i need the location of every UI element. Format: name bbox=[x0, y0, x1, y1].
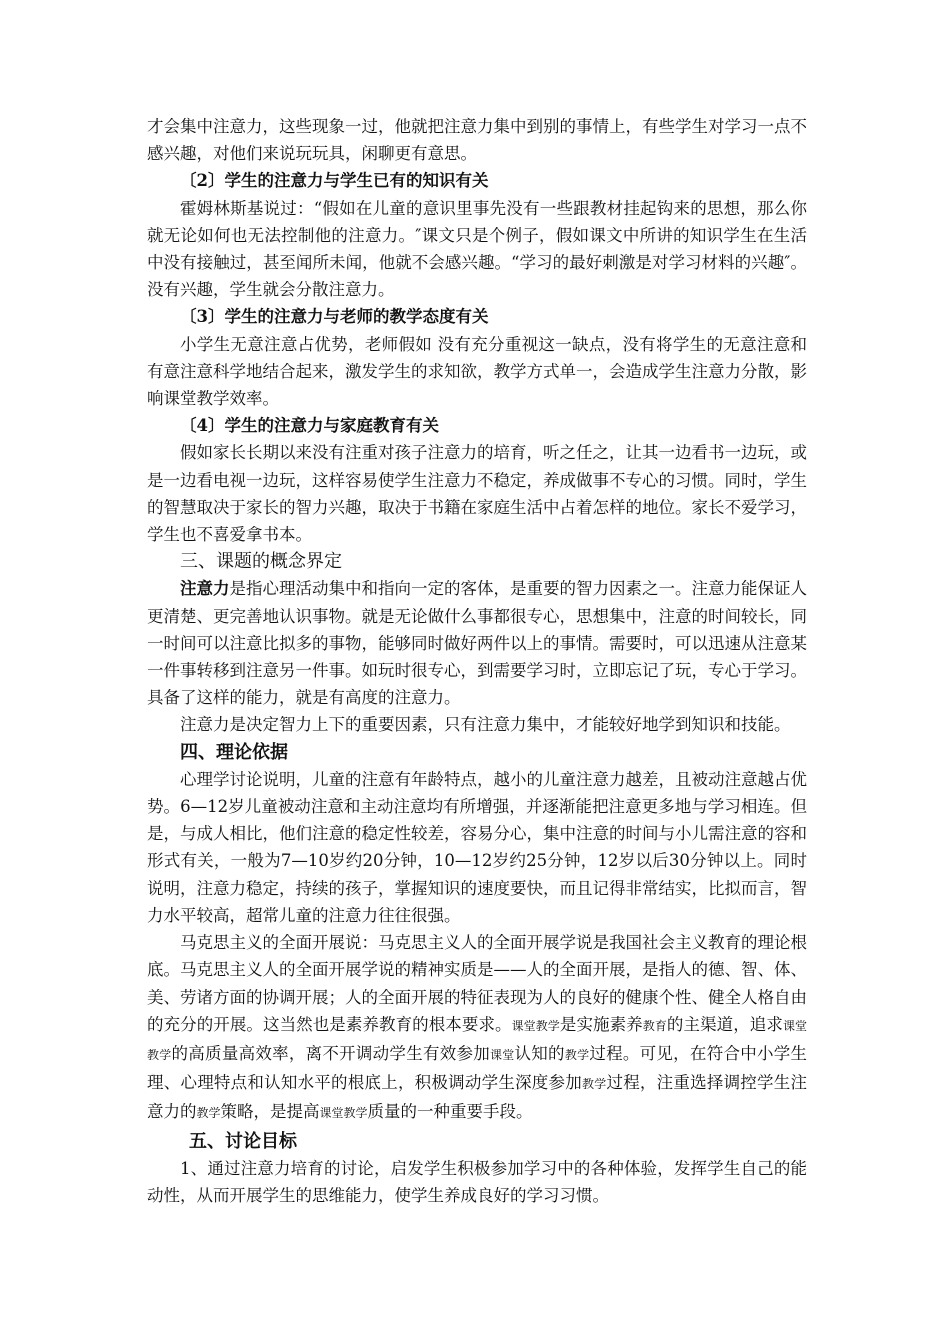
paragraph-psychology-research: 心理学讨论说明，儿童的注意有年龄特点，越小的儿童注意力越差，且被动注意越占优势。6—12岁儿童被动注意和主动注意均有所增强，并逐渐能把注意更多地与学习相连。但是，与成人相比，他们注意的稳定性较差，容易分心，集中注意的时间与小儿需注意的容和形式有关，一般为7—10岁约20分钟，10—12岁约25分钟，12岁以后30分钟以上。同时说明，注意力稳定，持续的孩子，掌握知识的速度要快，而且记得非常结实，比拟而言，智力水平较高，超常儿童的注意力往往很强。 bbox=[147, 769, 807, 925]
text-run-small: 教学 bbox=[564, 1047, 590, 1062]
document-page bbox=[147, 113, 807, 1209]
text-run: 马克思主义的全面开展说：马克思主义人的全面开展学说是我国社会主义教育的理论根底。马克思主义人的全面开展学说的精神实质是——人的全面开展，是指人的德、智、体、美、劳诸方面的协调开展；人的全面开展的特征表现为人的良好的健康个性、健全人格自由的充分的开展。这当然也是素养教育的根本要求。 bbox=[147, 933, 807, 1034]
subheading-teacher-attitude: 〔3〕学生的注意力与老师的教学态度有关 bbox=[180, 307, 489, 327]
text-run: 的主渠道，追求 bbox=[666, 1014, 783, 1034]
text-run-small: 课堂教学 bbox=[511, 1018, 560, 1033]
text-run: 质量的一种重要手段。 bbox=[367, 1102, 533, 1122]
paragraph-marxist-theory bbox=[147, 929, 807, 1127]
text-run: 过程。可见，在符合中小学生理、心理特点和认知水平的根底上，积极调动学生深度参加 bbox=[147, 1043, 807, 1093]
text-run: 过程，注重选择调控学生注意力的 bbox=[147, 1073, 808, 1122]
text-run: 认知的 bbox=[514, 1043, 565, 1063]
text-run-small: 课堂教学 bbox=[319, 1106, 368, 1121]
section-heading-objectives: 五、讨论目标 bbox=[189, 1130, 297, 1152]
paragraph-objective-1: 1、通过注意力培育的讨论，启发学生积极参加学习中的各种体验，发挥学生自己的能动性，从而开展学生的思维能力，使学生养成良好的学习习惯。 bbox=[147, 1158, 807, 1205]
definition-term: 注意力 bbox=[180, 579, 230, 599]
section-heading-concept: 三、课题的概念界定 bbox=[180, 551, 342, 573]
paragraph-attention-importance: 注意力是决定智力上下的重要因素，只有注意力集中，才能较好地学到知识和技能。 bbox=[180, 715, 791, 735]
definition-text: 是指心理活动集中和指向一定的客体，是重要的智力因素之一。注意力能保证人更清楚、更完善地认识事物。就是无论做什么事都很专心，思想集中，注意的时间较长，同一时间可以注意比拟多的事物，能够同时做好两件以上的事情。需要时，可以迅速从注意某一件事转移到注意另一件事。如玩时很专心，到需要学习时，立即忘记了玩，专心于学习。具备了这样的能力，就是有高度的注意力。 bbox=[147, 579, 807, 708]
paragraph-knowledge: 霍姆林斯基说过：“假如在儿童的意识里事先没有一些跟教材挂起钩来的思想，那么你就无论如何也无法控制他的注意力。″课文只是个例子，假如课文中所讲的知识学生在生活中没有接触过，甚至闻所未闻，他就不会感兴趣。“学习的最好刺激是对学习材料的兴趣″。没有兴趣，学生就会分散注意力。 bbox=[147, 198, 807, 300]
text-run: 策略，是提高 bbox=[220, 1102, 320, 1122]
text-run: 的高质量高效率，离不开调动学生有效参加 bbox=[171, 1043, 490, 1063]
paragraph-teacher-attitude: 小学生无意注意占优势，老师假如 没有充分重视这一缺点，没有将学生的无意注意和有意注意科学地结合起来，激发学生的求知欲，教学方式单一，会造成学生注意力分散，影响课堂教学效率。 bbox=[147, 334, 807, 409]
text-run-small: 教学 bbox=[196, 1106, 221, 1121]
text-run: 是实施素养 bbox=[559, 1014, 643, 1034]
text-run-small: 教育 bbox=[642, 1018, 667, 1033]
subheading-knowledge: 〔2〕学生的注意力与学生已有的知识有关 bbox=[180, 171, 489, 191]
subheading-family-education: 〔4〕学生的注意力与家庭教育有关 bbox=[180, 416, 439, 436]
text-run-small: 课堂教学 bbox=[147, 1018, 808, 1062]
text-run-small: 教学 bbox=[582, 1077, 607, 1092]
paragraph-definition bbox=[147, 575, 807, 711]
text-run-small: 课堂 bbox=[490, 1047, 515, 1062]
paragraph-attention-interest: 才会集中注意力，这些现象一过，他就把注意力集中到别的事情上，有些学生对学习一点不感兴趣，对他们来说玩玩具，闲聊更有意思。 bbox=[147, 117, 807, 164]
paragraph-family-education: 假如家长长期以来没有注重对孩子注意力的培育，听之任之，让其一边看书一边玩，或是一边看电视一边玩，这样容易使学生注意力不稳定，养成做事不专心的习惯。同时，学生的智慧取决于家长的智力兴趣，取决于书籍在家庭生活中占着怎样的地位。家长不爱学习，学生也不喜爱拿书本。 bbox=[147, 443, 807, 545]
section-heading-theory: 四、理论依据 bbox=[180, 741, 288, 763]
